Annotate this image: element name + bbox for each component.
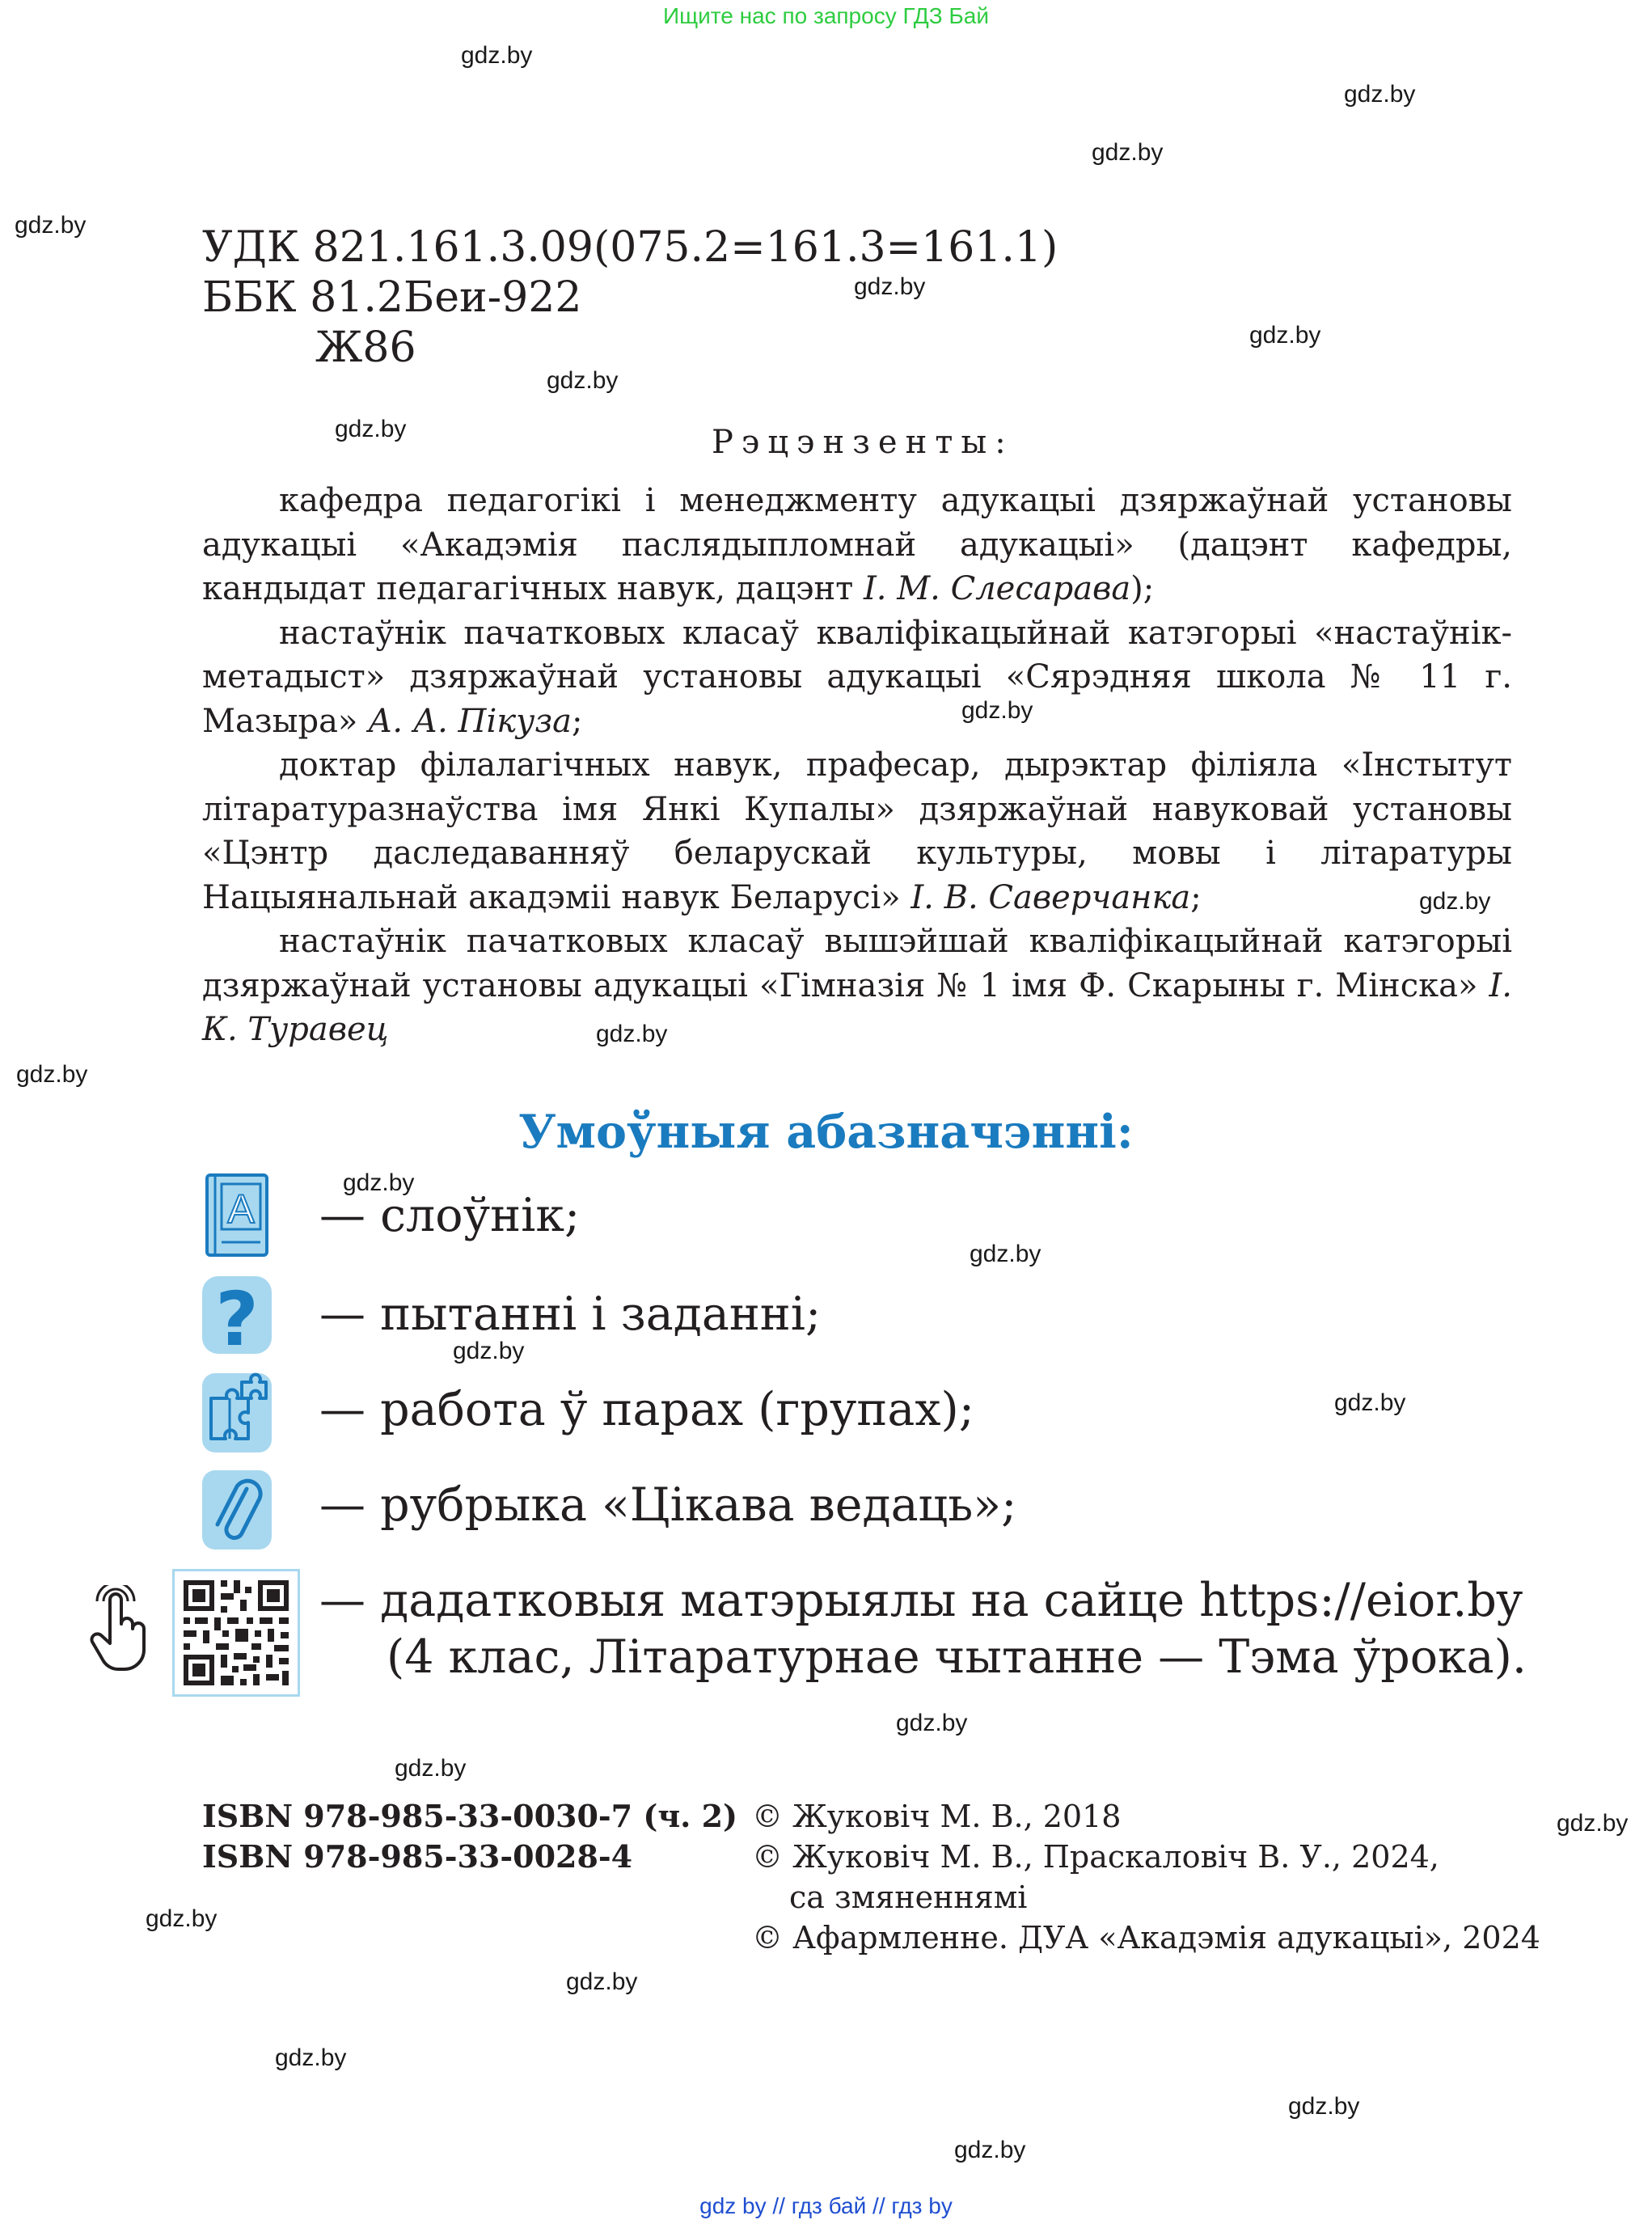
udk-code: УДК 821.161.3.09(075.2=161.3=161.1) bbox=[202, 223, 1058, 272]
isbn-part: ISBN 978-985-33-0030-7 (ч. 2) bbox=[202, 1798, 738, 1834]
top-banner: Ищите нас по запросу ГДЗ Бай bbox=[662, 3, 990, 28]
puzzle-icon bbox=[200, 1371, 274, 1455]
svg-text:A: A bbox=[227, 1186, 255, 1232]
bottom-banner: gdz by // гдз бай // гдз by bbox=[699, 2193, 953, 2218]
watermark: gdz.by bbox=[1344, 81, 1416, 108]
reviewer-1: кафедра педагогікі і менеджменту адукацыі дзяржаўнай установы адукацыі «Акадэмія паслядыпломнай адукацыі» (дацэнт кафедры, кандыдат педагагічных навук, дацэнт І. М. Слесарава); bbox=[202, 482, 1512, 607]
reviewer-4: настаўнік пачатковых класаў вышэйшай кваліфікацыйнай катэгорыі дзяржаўнай установы адукацыі «Гімназія № 1 імя Ф. Скарыны г. Мінска» І. К. Туравец bbox=[202, 923, 1512, 1048]
watermark: gdz.by bbox=[1557, 1810, 1629, 1837]
isbn-set: ISBN 978-985-33-0028-4 bbox=[202, 1838, 633, 1875]
watermark: gdz.by bbox=[954, 2137, 1026, 2163]
watermark: gdz.by bbox=[896, 1710, 968, 1736]
qr-code-icon bbox=[172, 1569, 300, 1697]
copyright-3: © Афармленне. ДУА «Акадэмія адукацыі», 2024 bbox=[752, 1920, 1540, 1956]
legend-dictionary: — слоўнік; bbox=[319, 1189, 581, 1242]
watermark: gdz.by bbox=[970, 1241, 1041, 1267]
watermark: gdz.by bbox=[547, 367, 619, 394]
reviewer-2: настаўнік пачатковых класаў кваліфікацыйнай катэгорыі «настаўнік-метадыст» дзяржаўнай установы адукацыі «Сярэдняя школа № 11 г. Мазыра» А. А. Пікуза; bbox=[202, 614, 1512, 740]
legend-pair-work: — работа ў парах (групах); bbox=[319, 1383, 974, 1436]
question-mark-icon bbox=[200, 1274, 274, 1356]
watermark: gdz.by bbox=[146, 1905, 218, 1932]
watermark: gdz.by bbox=[395, 1755, 467, 1782]
watermark: gdz.by bbox=[566, 1968, 638, 1995]
svg-text:?: ? bbox=[215, 1276, 259, 1356]
reviewer-3: доктар філалагічных навук, прафесар, дырэктар філіяла «Інстытут літаратуразнаўства імя Янкі Купалы» дзяржаўнай навуковай установы «Цэнтр даследаванняў беларускай культуры, мовы і літаратуры Нацыянальнай акадэміі навук Беларусі» І. В. Саверчанка; bbox=[202, 746, 1512, 916]
legend-extra-line2: (4 клас, Літаратурнае чытанне — Тэма ўрока). bbox=[387, 1630, 1527, 1684]
reviewers-list bbox=[202, 479, 1512, 1052]
watermark: gdz.by bbox=[1334, 1389, 1406, 1416]
watermark: gdz.by bbox=[961, 697, 1033, 724]
copyright-2: © Жуковіч М. В., Праскаловіч В. У., 2024, bbox=[752, 1839, 1439, 1875]
watermark: gdz.by bbox=[596, 1021, 668, 1047]
reviewer-4-name: І. К. Туравец bbox=[202, 966, 1512, 1048]
dictionary-book-icon bbox=[204, 1173, 270, 1258]
watermark: gdz.by bbox=[335, 416, 407, 442]
watermark: gdz.by bbox=[275, 2044, 347, 2071]
watermark: gdz.by bbox=[453, 1338, 525, 1364]
watermark: gdz.by bbox=[854, 273, 926, 300]
copyright-2-cont: са змяненнямі bbox=[789, 1879, 1028, 1915]
legend-questions: — пытанні і заданні; bbox=[319, 1287, 822, 1341]
watermark: gdz.by bbox=[461, 42, 533, 69]
legend-title: Умоўныя абазначэнні: bbox=[518, 1105, 1134, 1159]
watermark: gdz.by bbox=[1092, 139, 1164, 166]
legend-interesting: — рубрыка «Цікава ведаць»; bbox=[319, 1478, 1017, 1532]
bbk-code: ББК 81.2Беи-922 bbox=[202, 273, 582, 322]
paperclip-icon bbox=[200, 1468, 274, 1552]
watermark: gdz.by bbox=[1419, 888, 1491, 915]
pointing-hand-icon bbox=[86, 1585, 154, 1672]
author-mark: Ж86 bbox=[315, 323, 416, 372]
watermark: gdz.by bbox=[1288, 2093, 1360, 2120]
reviewer-1-name: І. М. Слесарава bbox=[863, 570, 1131, 607]
watermark: gdz.by bbox=[343, 1169, 415, 1196]
legend-extra-line1: — дадатковыя матэрыялы на сайце https://eior.by bbox=[319, 1574, 1523, 1627]
reviewer-2-name: А. А. Пікуза bbox=[368, 702, 572, 740]
watermark: gdz.by bbox=[16, 1061, 88, 1088]
watermark: gdz.by bbox=[1249, 322, 1321, 349]
watermark: gdz.by bbox=[15, 212, 87, 239]
copyright-1: © Жуковіч М. В., 2018 bbox=[752, 1799, 1122, 1834]
reviewer-3-name: І. В. Саверчанка bbox=[911, 878, 1191, 916]
reviewers-title: Рэцэнзенты: bbox=[712, 424, 1014, 461]
